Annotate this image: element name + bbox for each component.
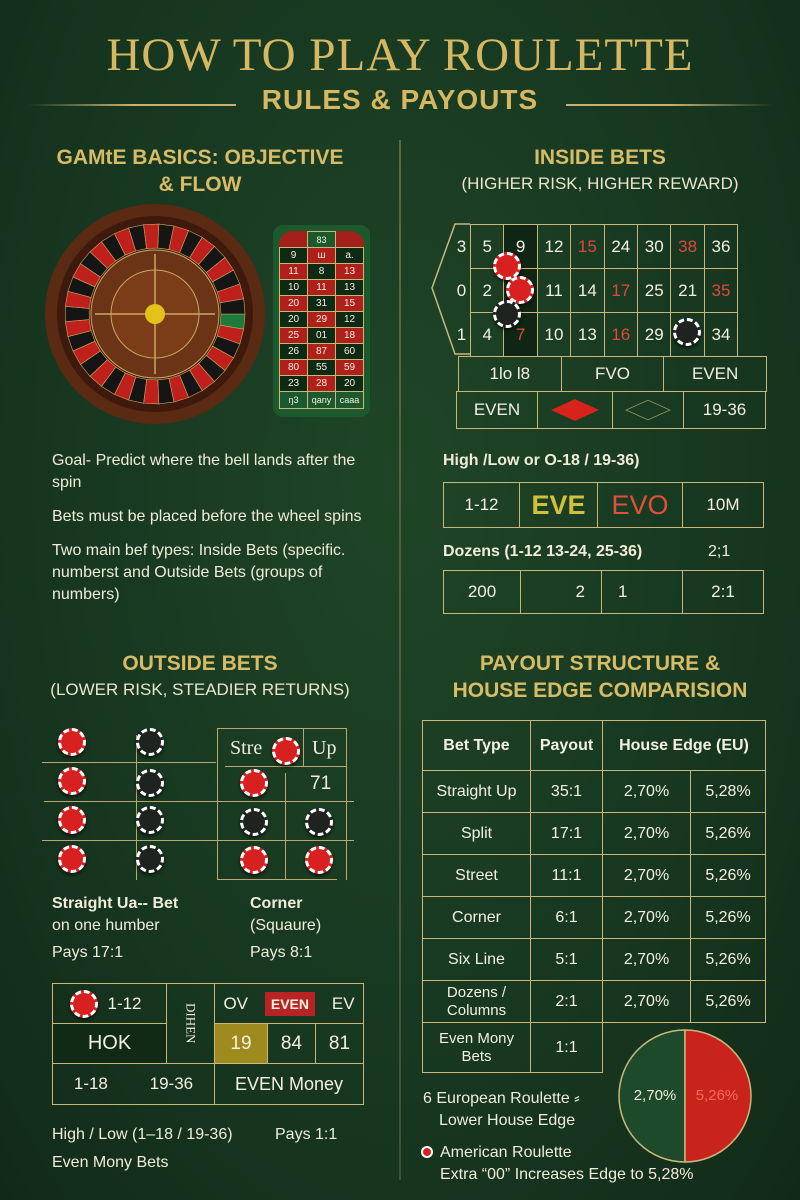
legend-american — [440, 1142, 693, 1186]
table-cell: 35:1 — [530, 770, 603, 813]
number-cell[interactable]: 5 — [470, 224, 504, 269]
number-cell[interactable]: 21 — [670, 268, 704, 313]
black-chip — [673, 318, 701, 346]
red-chip — [58, 728, 86, 756]
bet-cell[interactable]: 1-12 — [443, 482, 520, 528]
bet-cell[interactable]: 19 — [214, 1023, 268, 1064]
heading-line: PAYOUT STRUCTURE & — [479, 652, 721, 675]
pie-label-eu: 2,70% — [633, 1087, 677, 1104]
street-label: Stre — [230, 737, 263, 759]
red-chip-icon — [421, 1146, 433, 1158]
mini-board-cell[interactable]: 20 — [279, 295, 308, 312]
table-cell: Dozens / Columns — [422, 980, 531, 1023]
mini-board-cell[interactable]: 15 — [335, 295, 364, 312]
red-chip — [58, 806, 86, 834]
table-cell: 2,70% — [602, 854, 691, 897]
cell-label: EV — [331, 993, 355, 1013]
number-cell[interactable]: 11 — [537, 268, 571, 313]
legend-line: 6 European Roulette ⸗ — [423, 1090, 580, 1107]
grid-line — [44, 801, 354, 802]
mini-board-cell[interactable]: 28 — [307, 375, 336, 392]
red-chip — [58, 767, 86, 795]
number-cell[interactable]: 17 — [604, 268, 638, 313]
table-cell: 2,70% — [602, 812, 691, 855]
caption-line: Corner — [250, 895, 303, 912]
number-cell[interactable]: 0 — [456, 280, 467, 300]
number-cell[interactable]: 16 — [604, 312, 638, 357]
mini-board-cell[interactable]: 26 — [279, 343, 308, 360]
outside-bet-cell[interactable]: EVEN — [663, 356, 767, 392]
grid-line — [285, 773, 286, 879]
cell-label: OV — [223, 993, 248, 1013]
highlow-label: High /Low or O-18 / 19-36) — [443, 452, 640, 469]
mini-board-cell[interactable]: 9 — [279, 247, 308, 264]
grid-line — [217, 728, 218, 880]
table-cell: 5,28% — [690, 770, 766, 813]
grid-line — [346, 728, 347, 880]
table-cell: 17:1 — [530, 812, 603, 855]
number-cell[interactable]: 38 — [670, 224, 704, 269]
up-label: Up — [312, 737, 337, 759]
table-cell: 11:1 — [530, 854, 603, 897]
table-cell: Six Line — [422, 938, 531, 981]
straight-up-pays: Pays 17:1 — [52, 944, 124, 961]
legend-line: American Roulette — [440, 1144, 572, 1161]
wheel-pocket — [65, 306, 89, 321]
table-cell: 5,26% — [690, 980, 766, 1023]
corner-pays: Pays 8:1 — [250, 944, 313, 961]
mini-board-cell[interactable]: 10 — [279, 279, 308, 296]
wheel-pocket — [144, 224, 159, 248]
legend-european — [423, 1088, 580, 1132]
mini-board-cell[interactable]: 25 — [279, 327, 308, 344]
black-diamond-icon — [625, 400, 670, 420]
outside-bet-cell[interactable]: 1lo l8 — [458, 356, 562, 392]
mini-board-cell[interactable]: 11 — [279, 263, 308, 280]
inside-bets-board — [430, 222, 766, 432]
black-chip — [136, 769, 164, 797]
number-cell[interactable]: 35 — [704, 268, 738, 313]
red-chip — [240, 846, 268, 874]
black-chip — [136, 845, 164, 873]
bet-cell[interactable]: 81 — [315, 1023, 364, 1064]
table-cell: 6:1 — [530, 896, 603, 939]
pie-label-us: 5,26% — [695, 1087, 739, 1104]
bet-cell[interactable]: EVO — [597, 482, 683, 528]
grid-line — [42, 762, 216, 763]
highlow-pays: Pays 1:1 — [275, 1126, 338, 1143]
mini-board-cell[interactable]: ŋ3 — [279, 391, 308, 409]
bet-cell-high-low[interactable] — [52, 1063, 215, 1105]
mini-board-cell[interactable]: 87 — [307, 343, 336, 360]
mini-board-cell[interactable]: 20 — [279, 311, 308, 328]
black-chip — [136, 806, 164, 834]
even-money-caption: Even Mony Bets — [52, 1154, 169, 1171]
black-bet-cell[interactable] — [612, 391, 684, 429]
bet-cell[interactable]: 10M — [682, 482, 764, 528]
black-chip — [240, 808, 268, 836]
table-cell: 2,70% — [602, 896, 691, 939]
table-cell: 2,70% — [602, 770, 691, 813]
inside-bets-subheading: (HIGHER RISK, HIGHER REWARD) — [461, 174, 739, 193]
black-chip — [305, 808, 333, 836]
red-chip — [272, 737, 300, 765]
basics-bullets — [52, 450, 382, 606]
bet-cell[interactable]: 84 — [267, 1023, 316, 1064]
bet-cell-even-row[interactable] — [214, 983, 364, 1024]
table-cell: 5,26% — [690, 854, 766, 897]
mini-board-cell[interactable]: 80 — [279, 359, 308, 376]
mini-board-cell[interactable]: 13 — [335, 263, 364, 280]
column-divider — [399, 140, 401, 1180]
table-cell: 5,26% — [690, 896, 766, 939]
table-cell: Straight Up — [422, 770, 531, 813]
table-cell: 5,26% — [690, 938, 766, 981]
cell-label: 1-18 — [73, 1074, 108, 1093]
number-cell[interactable]: 14 — [570, 268, 604, 313]
table-cell: Even Mony Bets — [422, 1022, 531, 1073]
grid-line — [225, 766, 347, 767]
mini-board-cell[interactable]: 29 — [307, 311, 336, 328]
legend-line: Lower House Edge — [439, 1112, 576, 1129]
mini-board-cell[interactable]: 18 — [335, 327, 364, 344]
number-cell[interactable]: 3 — [456, 236, 467, 256]
column-header: Bet Type — [422, 720, 531, 771]
mini-board-cell[interactable]: 8 — [307, 263, 336, 280]
outside-bets-heading: OUTSIDE BETS — [122, 652, 278, 675]
mini-board-cell[interactable]: 55 — [307, 359, 336, 376]
number-cell[interactable]: 30 — [637, 224, 671, 269]
heading-line: HOUSE EDGE COMPARISION — [452, 679, 748, 702]
table-cell: 2,70% — [602, 938, 691, 981]
divider — [566, 104, 774, 106]
heading-line: & FLOW — [158, 173, 242, 196]
bullet-bets-timing: Bets must be placed before the wheel spins — [52, 508, 362, 525]
grid-line — [303, 728, 304, 766]
legend-line: Extra “00” Increases Edge to 5,28% — [440, 1166, 694, 1183]
basics-heading — [20, 144, 380, 198]
number-cell[interactable]: 34 — [704, 312, 738, 357]
number-cell[interactable]: 2 — [470, 268, 504, 313]
mini-board-cell[interactable]: ш — [307, 247, 336, 264]
mini-board-cell[interactable]: 12 — [335, 311, 364, 328]
bet-cell[interactable]: 1 — [601, 570, 683, 614]
highlow-caption: High / Low (1–18 / 19-36) — [52, 1126, 233, 1143]
grid-line — [42, 840, 354, 841]
table-cell: 5:1 — [530, 938, 603, 981]
bet-cell-even-money[interactable]: EVEN Money — [214, 1063, 364, 1105]
black-chip — [136, 728, 164, 756]
table-cell: 5,26% — [690, 812, 766, 855]
straight-up-caption — [52, 893, 242, 964]
bet-cell-vertical[interactable] — [166, 983, 215, 1064]
cell-label: 1-12 — [107, 993, 142, 1013]
number-cell[interactable]: 9 — [503, 224, 537, 269]
table-cell: Corner — [422, 896, 531, 939]
mini-board-cell[interactable]: qany — [307, 391, 336, 409]
dozens-payout: 2;1 — [708, 543, 731, 560]
mini-board-cell[interactable]: 01 — [307, 327, 336, 344]
table-cell: Split — [422, 812, 531, 855]
roulette-wheel — [44, 203, 266, 425]
red-chip — [58, 845, 86, 873]
wheel-hub — [145, 304, 165, 324]
number-cell[interactable]: 1 — [456, 324, 467, 344]
column-header: House Edge (EU) — [602, 720, 766, 771]
red-diamond-icon — [551, 399, 599, 421]
grid-line — [217, 728, 347, 729]
inside-bets-heading: INSIDE BETS — [534, 146, 666, 169]
red-chip — [70, 990, 98, 1018]
dozens-label: Dozens (1-12 13-24, 25-36) — [443, 543, 643, 560]
bet-cell[interactable]: EVE — [519, 482, 598, 528]
number-cell[interactable]: 13 — [570, 312, 604, 357]
column-header: Payout — [530, 720, 603, 771]
cell-label: DIHEN — [183, 1003, 199, 1044]
outside-bet-cell[interactable]: FVO — [561, 356, 665, 392]
page-subtitle: RULES & PAYOUTS — [261, 84, 539, 115]
number-cell[interactable]: 24 — [604, 224, 638, 269]
table-cell: 2:1 — [530, 980, 603, 1023]
corner-caption — [250, 893, 390, 964]
mini-board-cell[interactable]: 83 — [307, 231, 336, 248]
red-bet-cell[interactable] — [537, 391, 613, 429]
number-cell[interactable]: 12 — [537, 224, 571, 269]
caption-line: Straight Ua-- Bet — [52, 895, 179, 912]
mini-board-cell[interactable]: 20 — [335, 375, 364, 392]
red-chip — [240, 769, 268, 797]
mini-board-cell[interactable]: 31 — [307, 295, 336, 312]
red-chip — [305, 846, 333, 874]
caption-line: on one humber — [52, 917, 160, 934]
mini-board-cell[interactable]: 60 — [335, 343, 364, 360]
heading-line: GAMtE BASICS: OBJECTIVE — [56, 146, 344, 169]
mini-board-cell[interactable]: 11 — [307, 279, 336, 296]
number-cell[interactable]: 36 — [704, 224, 738, 269]
number-cell[interactable]: 7 — [503, 312, 537, 357]
payout-heading — [405, 650, 795, 704]
mini-betting-board — [273, 225, 370, 417]
bullet-goal: Goal- Predict where the bell lands after the spin — [52, 452, 356, 491]
caption-line: (Squaure) — [250, 917, 322, 934]
mini-board-cell[interactable]: 13 — [335, 279, 364, 296]
mini-board-cell[interactable]: caaa — [335, 391, 364, 409]
bet-cell-hok[interactable]: HOK — [52, 1023, 167, 1064]
number-cell[interactable]: 15 — [570, 224, 604, 269]
bullet-bet-types: Two main bef types: Inside Bets (specific. numberst and Outside Bets (groups of numbers) — [52, 542, 346, 603]
number-cell[interactable]: 25 — [637, 268, 671, 313]
number-cell[interactable]: 4 — [470, 312, 504, 357]
even-badge: EVEN — [265, 992, 315, 1016]
bet-cell[interactable]: 2:1 — [682, 570, 764, 614]
outside-bets-subheading: (LOWER RISK, STEADIER RETURNS) — [50, 680, 350, 699]
black-chip — [493, 300, 521, 328]
bet-cell[interactable]: 2 — [520, 570, 602, 614]
outside-bet-cell[interactable]: EVEN — [456, 391, 538, 429]
number-cell[interactable]: 29 — [637, 312, 671, 357]
outside-bet-cell[interactable]: 19-36 — [683, 391, 766, 429]
mini-board-cell[interactable]: 59 — [335, 359, 364, 376]
number-71: 71 — [310, 773, 332, 794]
grid-line — [217, 879, 337, 880]
table-cell: 1:1 — [530, 1022, 603, 1073]
mini-board-cell[interactable]: 23 — [279, 375, 308, 392]
page-title: HOW TO PLAY ROULETTE — [106, 29, 694, 81]
mini-board-cell[interactable]: a. — [335, 247, 364, 264]
cell-label: 19-36 — [149, 1074, 194, 1093]
bet-cell[interactable]: 200 — [443, 570, 521, 614]
table-cell: Street — [422, 854, 531, 897]
number-cell[interactable]: 10 — [537, 312, 571, 357]
table-cell: 2,70% — [602, 980, 691, 1023]
